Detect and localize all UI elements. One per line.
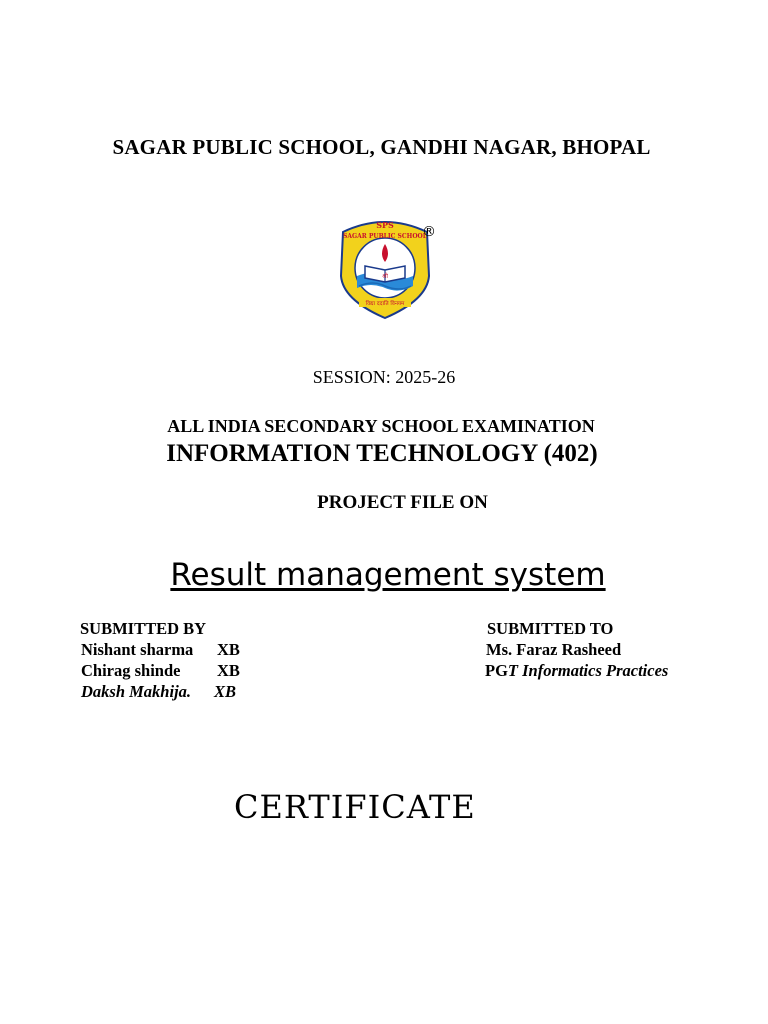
school-logo xyxy=(333,214,441,322)
session: SESSION: 2025-26 xyxy=(312,367,456,387)
student-name: Daksh Makhija. xyxy=(81,682,192,701)
teacher-designation xyxy=(485,661,668,681)
subject: INFORMATION TECHNOLOGY (402) xyxy=(166,440,598,467)
student-name: Chirag shinde xyxy=(81,661,181,680)
student-class: XB xyxy=(217,640,240,659)
registered-mark: ® xyxy=(422,224,436,240)
project-title: Result management system xyxy=(170,557,606,593)
submitted-to-heading: SUBMITTED TO xyxy=(487,619,614,638)
logo-motto: विद्या ददाति विनयम xyxy=(365,301,405,307)
logo-top-text: SPS xyxy=(376,220,394,230)
student-class: XB xyxy=(217,661,240,680)
school-name: SAGAR PUBLIC SCHOOL, GANDHI NAGAR, BHOPAL xyxy=(112,135,651,159)
designation-prefix: PG xyxy=(485,661,508,680)
student-class: XB xyxy=(214,682,237,701)
designation-rest: T Informatics Practices xyxy=(507,661,669,680)
certificate-heading: CERTIFICATE xyxy=(234,788,476,826)
project-heading: PROJECT FILE ON xyxy=(317,492,488,513)
teacher-name: Ms. Faraz Rasheed xyxy=(486,640,622,659)
logo-ring-text: SAGAR PUBLIC SCHOOL xyxy=(343,233,427,240)
student-row xyxy=(81,640,240,660)
student-name: Nishant sharma xyxy=(81,640,194,659)
exam-name: ALL INDIA SECONDARY SCHOOL EXAMINATION xyxy=(167,416,595,436)
logo-book-text: श्री xyxy=(382,273,388,280)
student-row xyxy=(81,661,240,681)
submitted-by-heading: SUBMITTED BY xyxy=(80,619,207,638)
student-row xyxy=(81,682,237,702)
